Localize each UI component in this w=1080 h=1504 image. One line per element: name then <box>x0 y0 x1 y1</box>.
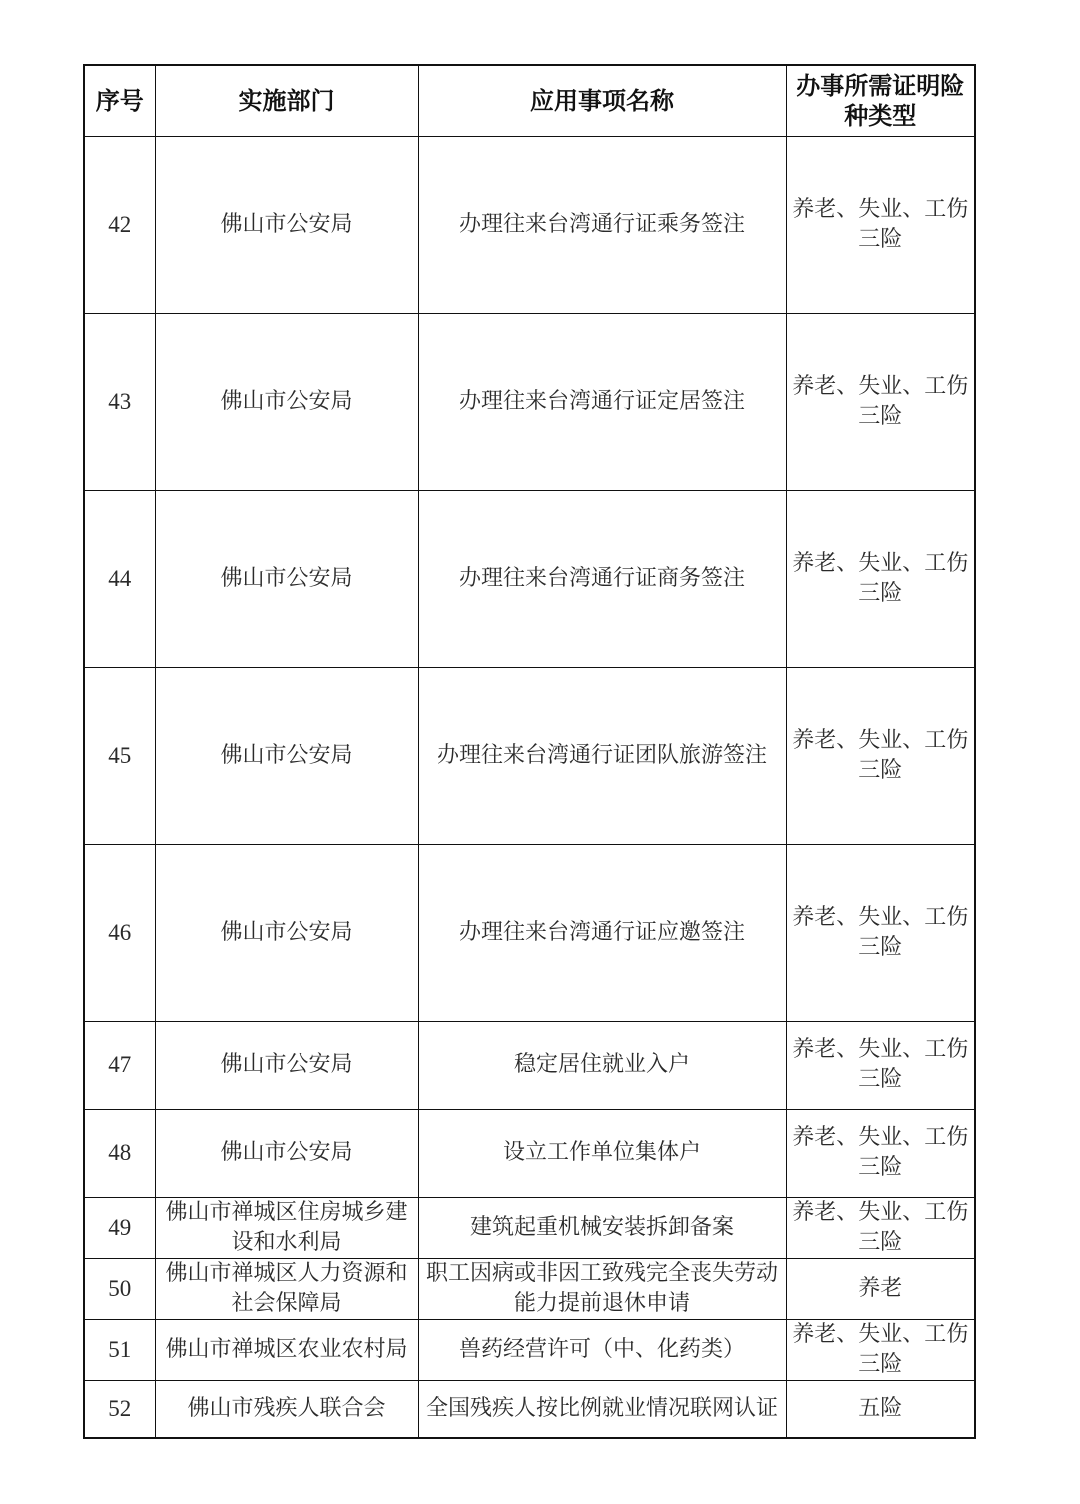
row-item-name: 全国残疾人按比例就业情况联网认证 <box>418 1380 786 1438</box>
table-row <box>84 667 975 844</box>
table-row <box>84 1021 975 1109</box>
row-index: 52 <box>84 1380 155 1438</box>
row-department: 佛山市残疾人联合会 <box>155 1380 418 1438</box>
row-index: 49 <box>84 1197 155 1258</box>
row-department: 佛山市公安局 <box>155 313 418 490</box>
row-index: 50 <box>84 1258 155 1319</box>
row-department: 佛山市禅城区住房城乡建设和水利局 <box>155 1197 418 1258</box>
header-insurance-type: 办事所需证明险种类型 <box>786 65 975 136</box>
table-row <box>84 1109 975 1197</box>
row-index: 46 <box>84 844 155 1021</box>
row-insurance-type: 养老、失业、工伤三险 <box>786 313 975 490</box>
row-insurance-type: 养老、失业、工伤三险 <box>786 136 975 313</box>
row-insurance-type: 养老、失业、工伤三险 <box>786 1197 975 1258</box>
row-index: 45 <box>84 667 155 844</box>
row-item-name: 办理往来台湾通行证应邀签注 <box>418 844 786 1021</box>
insurance-requirements-table <box>83 64 976 1439</box>
row-item-name: 建筑起重机械安装拆卸备案 <box>418 1197 786 1258</box>
row-index: 48 <box>84 1109 155 1197</box>
row-insurance-type: 养老、失业、工伤三险 <box>786 1319 975 1380</box>
table-row <box>84 1258 975 1319</box>
row-insurance-type: 养老、失业、工伤三险 <box>786 667 975 844</box>
row-item-name: 设立工作单位集体户 <box>418 1109 786 1197</box>
table-row <box>84 1319 975 1380</box>
row-index: 44 <box>84 490 155 667</box>
row-department: 佛山市公安局 <box>155 136 418 313</box>
row-department: 佛山市公安局 <box>155 844 418 1021</box>
row-insurance-type: 养老、失业、工伤三险 <box>786 1109 975 1197</box>
table-row <box>84 1380 975 1438</box>
row-item-name: 职工因病或非因工致残完全丧失劳动能力提前退休申请 <box>418 1258 786 1319</box>
row-index: 51 <box>84 1319 155 1380</box>
table-row <box>84 1197 975 1258</box>
table-row <box>84 490 975 667</box>
row-index: 43 <box>84 313 155 490</box>
header-department: 实施部门 <box>155 65 418 136</box>
row-department: 佛山市禅城区农业农村局 <box>155 1319 418 1380</box>
row-item-name: 办理往来台湾通行证乘务签注 <box>418 136 786 313</box>
row-insurance-type: 养老、失业、工伤三险 <box>786 844 975 1021</box>
header-index: 序号 <box>84 65 155 136</box>
row-item-name: 办理往来台湾通行证商务签注 <box>418 490 786 667</box>
row-item-name: 办理往来台湾通行证定居签注 <box>418 313 786 490</box>
table-row <box>84 844 975 1021</box>
row-index: 42 <box>84 136 155 313</box>
table-row <box>84 313 975 490</box>
row-department: 佛山市公安局 <box>155 667 418 844</box>
row-item-name: 兽药经营许可（中、化药类） <box>418 1319 786 1380</box>
row-item-name: 办理往来台湾通行证团队旅游签注 <box>418 667 786 844</box>
row-insurance-type: 养老、失业、工伤三险 <box>786 490 975 667</box>
row-department: 佛山市禅城区人力资源和社会保障局 <box>155 1258 418 1319</box>
table-row <box>84 136 975 313</box>
row-insurance-type: 五险 <box>786 1380 975 1438</box>
row-item-name: 稳定居住就业入户 <box>418 1021 786 1109</box>
row-insurance-type: 养老 <box>786 1258 975 1319</box>
row-department: 佛山市公安局 <box>155 1109 418 1197</box>
row-insurance-type: 养老、失业、工伤三险 <box>786 1021 975 1109</box>
row-index: 47 <box>84 1021 155 1109</box>
row-department: 佛山市公安局 <box>155 490 418 667</box>
header-item-name: 应用事项名称 <box>418 65 786 136</box>
table-header-row <box>84 65 975 136</box>
row-department: 佛山市公安局 <box>155 1021 418 1109</box>
